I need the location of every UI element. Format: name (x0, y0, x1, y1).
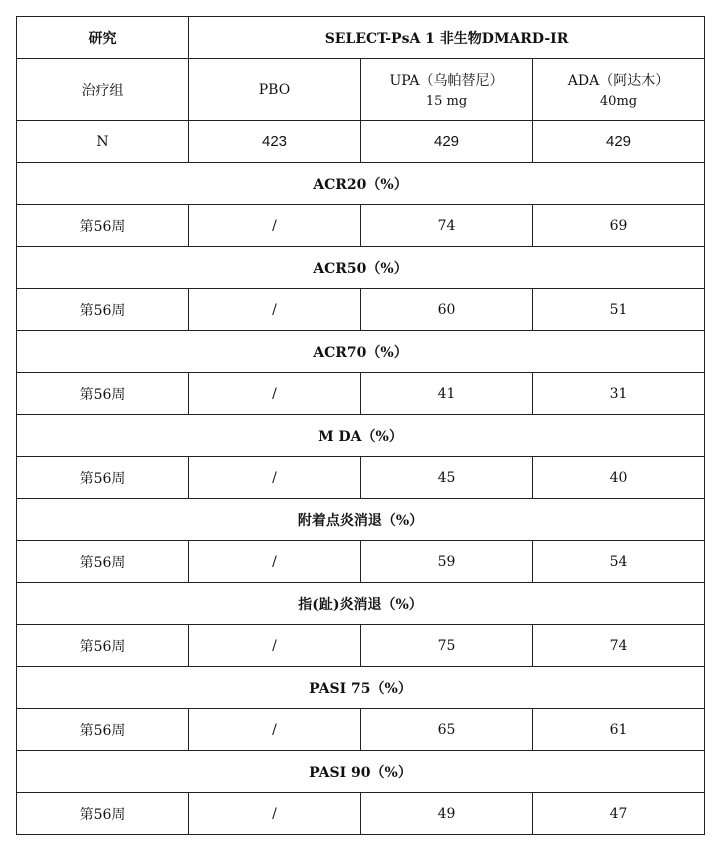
section-title-row (17, 667, 705, 709)
section-title: 指(趾)炎消退（%） (17, 583, 705, 625)
week-row (17, 541, 705, 583)
section-title-row (17, 583, 705, 625)
week-label: 第56周 (17, 457, 189, 499)
section-title-row (17, 163, 705, 205)
study-name: SELECT-PsA 1 非生物DMARD-IR (189, 17, 705, 59)
section-title: ACR20（%） (17, 163, 705, 205)
section-title-row (17, 415, 705, 457)
week-label: 第56周 (17, 289, 189, 331)
study-label: 研究 (17, 17, 189, 59)
value-cell: 60 (361, 289, 533, 331)
section-title-row (17, 331, 705, 373)
week-row (17, 457, 705, 499)
group-dose: 40mg (599, 94, 638, 109)
section-title: ACR70（%） (17, 331, 705, 373)
value-cell: 59 (361, 541, 533, 583)
value-cell: / (189, 541, 361, 583)
value-cell: / (189, 457, 361, 499)
section-title-row (17, 751, 705, 793)
n-value: 423 (189, 121, 361, 163)
group-row (17, 59, 705, 121)
section-title-row (17, 247, 705, 289)
value-cell: 40 (533, 457, 705, 499)
section-title-row (17, 499, 705, 541)
week-row (17, 625, 705, 667)
week-label: 第56周 (17, 205, 189, 247)
group-header (189, 59, 361, 121)
results-table (16, 16, 705, 835)
value-cell: 54 (533, 541, 705, 583)
n-row (17, 121, 705, 163)
week-label: 第56周 (17, 541, 189, 583)
value-cell: / (189, 793, 361, 835)
value-cell: 47 (533, 793, 705, 835)
value-cell: 74 (361, 205, 533, 247)
study-row (17, 17, 705, 59)
n-value: 429 (533, 121, 705, 163)
value-cell: 45 (361, 457, 533, 499)
group-dose: 15 mg (425, 94, 468, 109)
group-header (533, 59, 705, 121)
value-cell: / (189, 205, 361, 247)
section-title: PASI 90（%） (17, 751, 705, 793)
n-label: N (17, 121, 189, 163)
group-header (361, 59, 533, 121)
value-cell: 69 (533, 205, 705, 247)
week-label: 第56周 (17, 709, 189, 751)
value-cell: / (189, 625, 361, 667)
value-cell: 31 (533, 373, 705, 415)
value-cell: 49 (361, 793, 533, 835)
week-row (17, 793, 705, 835)
week-row (17, 373, 705, 415)
week-label: 第56周 (17, 373, 189, 415)
value-cell: 41 (361, 373, 533, 415)
results-table-body (17, 17, 705, 835)
week-row (17, 289, 705, 331)
value-cell: 65 (361, 709, 533, 751)
week-label: 第56周 (17, 625, 189, 667)
value-cell: 51 (533, 289, 705, 331)
section-title: ACR50（%） (17, 247, 705, 289)
value-cell: / (189, 289, 361, 331)
value-cell: 61 (533, 709, 705, 751)
value-cell: 75 (361, 625, 533, 667)
week-row (17, 205, 705, 247)
group-name: ADA（阿达木） (567, 73, 670, 89)
section-title: 附着点炎消退（%） (17, 499, 705, 541)
n-value: 429 (361, 121, 533, 163)
group-name: PBO (258, 81, 291, 98)
section-title: M DA（%） (17, 415, 705, 457)
week-row (17, 709, 705, 751)
group-name: UPA（乌帕替尼） (389, 73, 504, 89)
value-cell: 74 (533, 625, 705, 667)
value-cell: / (189, 373, 361, 415)
week-label: 第56周 (17, 793, 189, 835)
value-cell: / (189, 709, 361, 751)
section-title: PASI 75（%） (17, 667, 705, 709)
group-label: 治疗组 (17, 59, 189, 121)
